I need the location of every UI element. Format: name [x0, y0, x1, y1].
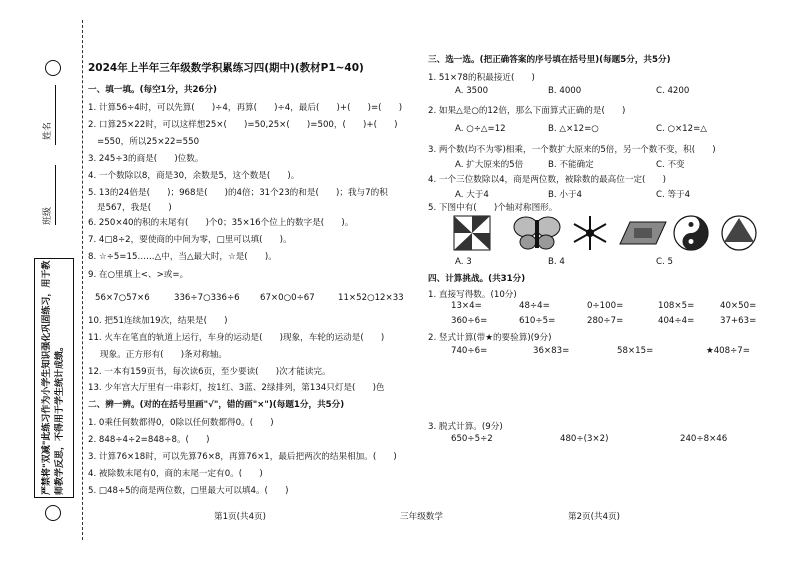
s3-q5-opt-c: C. 5 — [656, 257, 673, 267]
s3-q5: 5. 下图中有( )个轴对称图形。 — [428, 203, 558, 213]
s4-p2-heading: 2. 竖式计算(带★的要验算)(9分) — [428, 333, 552, 343]
section2-heading: 二、辨一辨。(对的在括号里画"√"，错的画"×")(每题1分，共5分) — [88, 400, 345, 410]
s4-p1-r1-3: 0÷100= — [587, 301, 624, 311]
s4-p2-item-2: 36×83= — [533, 346, 570, 356]
s1-q5a: 5. 13的24倍是( )；968是( )的4倍；31个23的和是( )；我与7的积 — [88, 188, 388, 198]
binding-line — [82, 20, 83, 540]
s3-q2: 2. 如果△是○的12倍，那么下面算式正确的是( ) — [428, 106, 626, 116]
s4-p3-heading: 3. 脱式计算。(9分) — [428, 422, 503, 432]
s3-q1-opt-a: A. 3500 — [455, 86, 489, 96]
snowflake-figure — [570, 214, 610, 252]
s3-q2-opt-c: C. ○×12=△ — [656, 124, 707, 134]
yin-yang-figure — [672, 214, 710, 252]
section1-heading: 一、填一填。(每空1分，共26分) — [88, 85, 217, 95]
s1-q13: 13. 少年宫大厅里有一串彩灯，按1红、3蓝、2绿排列，第134只灯是( )色 — [88, 383, 385, 393]
s1-q6: 6. 250×40的积的末尾有( )个0；35×16个位上的数字是( )。 — [88, 218, 354, 228]
parallelogram-figure — [618, 214, 668, 252]
s3-q3: 3. 两个数(均不为零)相乘，一个数扩大原来的5倍，另一个数不变，积( ) — [428, 145, 716, 155]
s3-q4-opt-b: B. 小于4 — [548, 190, 583, 200]
footer-subject: 三年级数学 — [400, 512, 443, 522]
s4-p1-r2-5: 37+63= — [720, 316, 757, 326]
s1-q2a: 2. 口算25×22时，可以这样想25×( )=50,25×( )=500，( )+( ) — [88, 120, 398, 130]
s3-q4: 4. 一个三位数除以4，商是两位数，被除数的最高位一定( ) — [428, 175, 666, 185]
s4-p3-item-2: 480÷(3×2) — [560, 434, 609, 444]
s3-q4-opt-c: C. 等于4 — [656, 190, 691, 200]
s1-q2b: =550，所以25×22=550 — [97, 137, 200, 147]
s4-p2-item-1: 740÷6= — [451, 346, 488, 356]
s3-q4-opt-a: A. 大于4 — [455, 190, 489, 200]
binding-circle-bottom — [45, 505, 61, 521]
s2-q4: 4. 被除数末尾有0，商的末尾一定有0。( ) — [88, 469, 263, 479]
s4-p1-r2-2: 610÷5= — [519, 316, 556, 326]
s1-q8: 8. ☆÷5=15……△中，当△最大时，☆是( )。 — [88, 252, 277, 262]
s1-q5b: 是567，我是( ) — [97, 203, 172, 213]
s1-q11a: 11. 火车在笔直的轨道上运行，车身的运动是( )现象，车轮的运动是( ) — [88, 333, 385, 343]
class-blank — [55, 165, 56, 225]
s1-q9-item-2: 336÷7○336÷6 — [174, 293, 240, 303]
s4-p3-item-1: 650÷5÷2 — [451, 434, 493, 444]
s1-q9-item-3: 67×0○0÷67 — [260, 293, 315, 303]
s4-p1-r1-2: 48÷4= — [519, 301, 550, 311]
footer-page-2: 第2页(共4页) — [568, 512, 621, 522]
s3-q1-opt-b: B. 4000 — [548, 86, 582, 96]
class-label: 班级 — [43, 206, 53, 225]
s4-p2-item-4: ★408÷7= — [706, 346, 750, 356]
s4-p1-r2-1: 360÷6= — [451, 316, 488, 326]
s4-p1-r2-3: 280÷7= — [587, 316, 624, 326]
s1-q9: 9. 在○里填上<、>或=。 — [88, 270, 189, 280]
s1-q7: 7. 4□8÷2，要使商的中间为零，□里可以填( )。 — [88, 235, 292, 245]
section3-heading: 三、选一选。(把正确答案的序号填在括号里)(每题5分，共5分) — [428, 55, 671, 65]
s4-p2-item-3: 58×15= — [617, 346, 654, 356]
binding-circle-top — [45, 60, 61, 76]
s1-q12: 12. 一本有159页书，每次读6页，至少要读( )次才能读完。 — [88, 367, 331, 377]
s3-q2-opt-b: B. △×12=○ — [548, 124, 599, 134]
s2-q2: 2. 848÷4÷2=848÷8。( ) — [88, 435, 210, 445]
s4-p1-r1-4: 108×5= — [658, 301, 695, 311]
s3-q5-opt-a: A. 3 — [455, 257, 472, 267]
name-label: 姓名 — [43, 121, 53, 140]
warning-text: 严禁将"双减"此练习作为小学生知识强化巩固练习，用于教师教学反思，不得用于学生统计成绩。 — [42, 260, 65, 495]
s1-q9-item-4: 11×52○12×33 — [338, 293, 404, 303]
s4-p1-r2-4: 404÷4= — [658, 316, 695, 326]
s3-q2-opt-a: A. ○÷△=12 — [455, 124, 506, 134]
pinwheel-figure — [452, 214, 492, 252]
s2-q5: 5. □48÷5的商是两位数，□里最大可以填4。( ) — [88, 486, 289, 496]
s2-q3: 3. 计算76×18时，可以先算76×8，再算76×1，最后把两次的结果相加。( ) — [88, 452, 397, 462]
s3-q1: 1. 51×78的积最接近( ) — [428, 73, 535, 83]
s2-q1: 1. 0乘任何数都得0，0除以任何数都得0。( ) — [88, 418, 274, 428]
warning-box — [34, 258, 74, 498]
s3-q5-opt-b: B. 4 — [548, 257, 565, 267]
s3-q3-opt-b: B. 不能确定 — [548, 160, 594, 170]
s4-p1-r1-1: 13×4= — [451, 301, 482, 311]
section4-heading: 四、计算挑战。(共31分) — [428, 274, 526, 284]
s1-q1: 1. 计算56÷4时，可以先算( )÷4，再算( )÷4，最后( )+( )=( ) — [88, 103, 403, 113]
footer-page-1: 第1页(共4页) — [214, 512, 267, 522]
s1-q3: 3. 245÷3的商是( )位数。 — [88, 154, 204, 164]
s3-q1-opt-c: C. 4200 — [656, 86, 690, 96]
s3-q3-opt-a: A. 扩大原来的5倍 — [455, 160, 524, 170]
s1-q10: 10. 把51连续加19次，结果是( ) — [88, 316, 228, 326]
s4-p3-item-3: 240÷8×46 — [680, 434, 728, 444]
s1-q4: 4. 一个数除以8，商是30，余数是5，这个数是( )。 — [88, 171, 300, 181]
butterfly-figure — [512, 214, 562, 252]
s1-q11b: 现象。正方形有( )条对称轴。 — [100, 350, 228, 360]
page-title: 2024年上半年三年级数学积累练习四(期中)(教材P1~40) — [88, 62, 364, 74]
s1-q9-item-1: 56×7○57×6 — [95, 293, 150, 303]
s4-p1-r1-5: 40×50= — [720, 301, 757, 311]
s4-p1-heading: 1. 直接写得数。(10分) — [428, 290, 517, 300]
name-blank — [55, 85, 56, 145]
triangle-in-circle-figure — [720, 214, 758, 252]
s3-q3-opt-c: C. 不变 — [656, 160, 685, 170]
